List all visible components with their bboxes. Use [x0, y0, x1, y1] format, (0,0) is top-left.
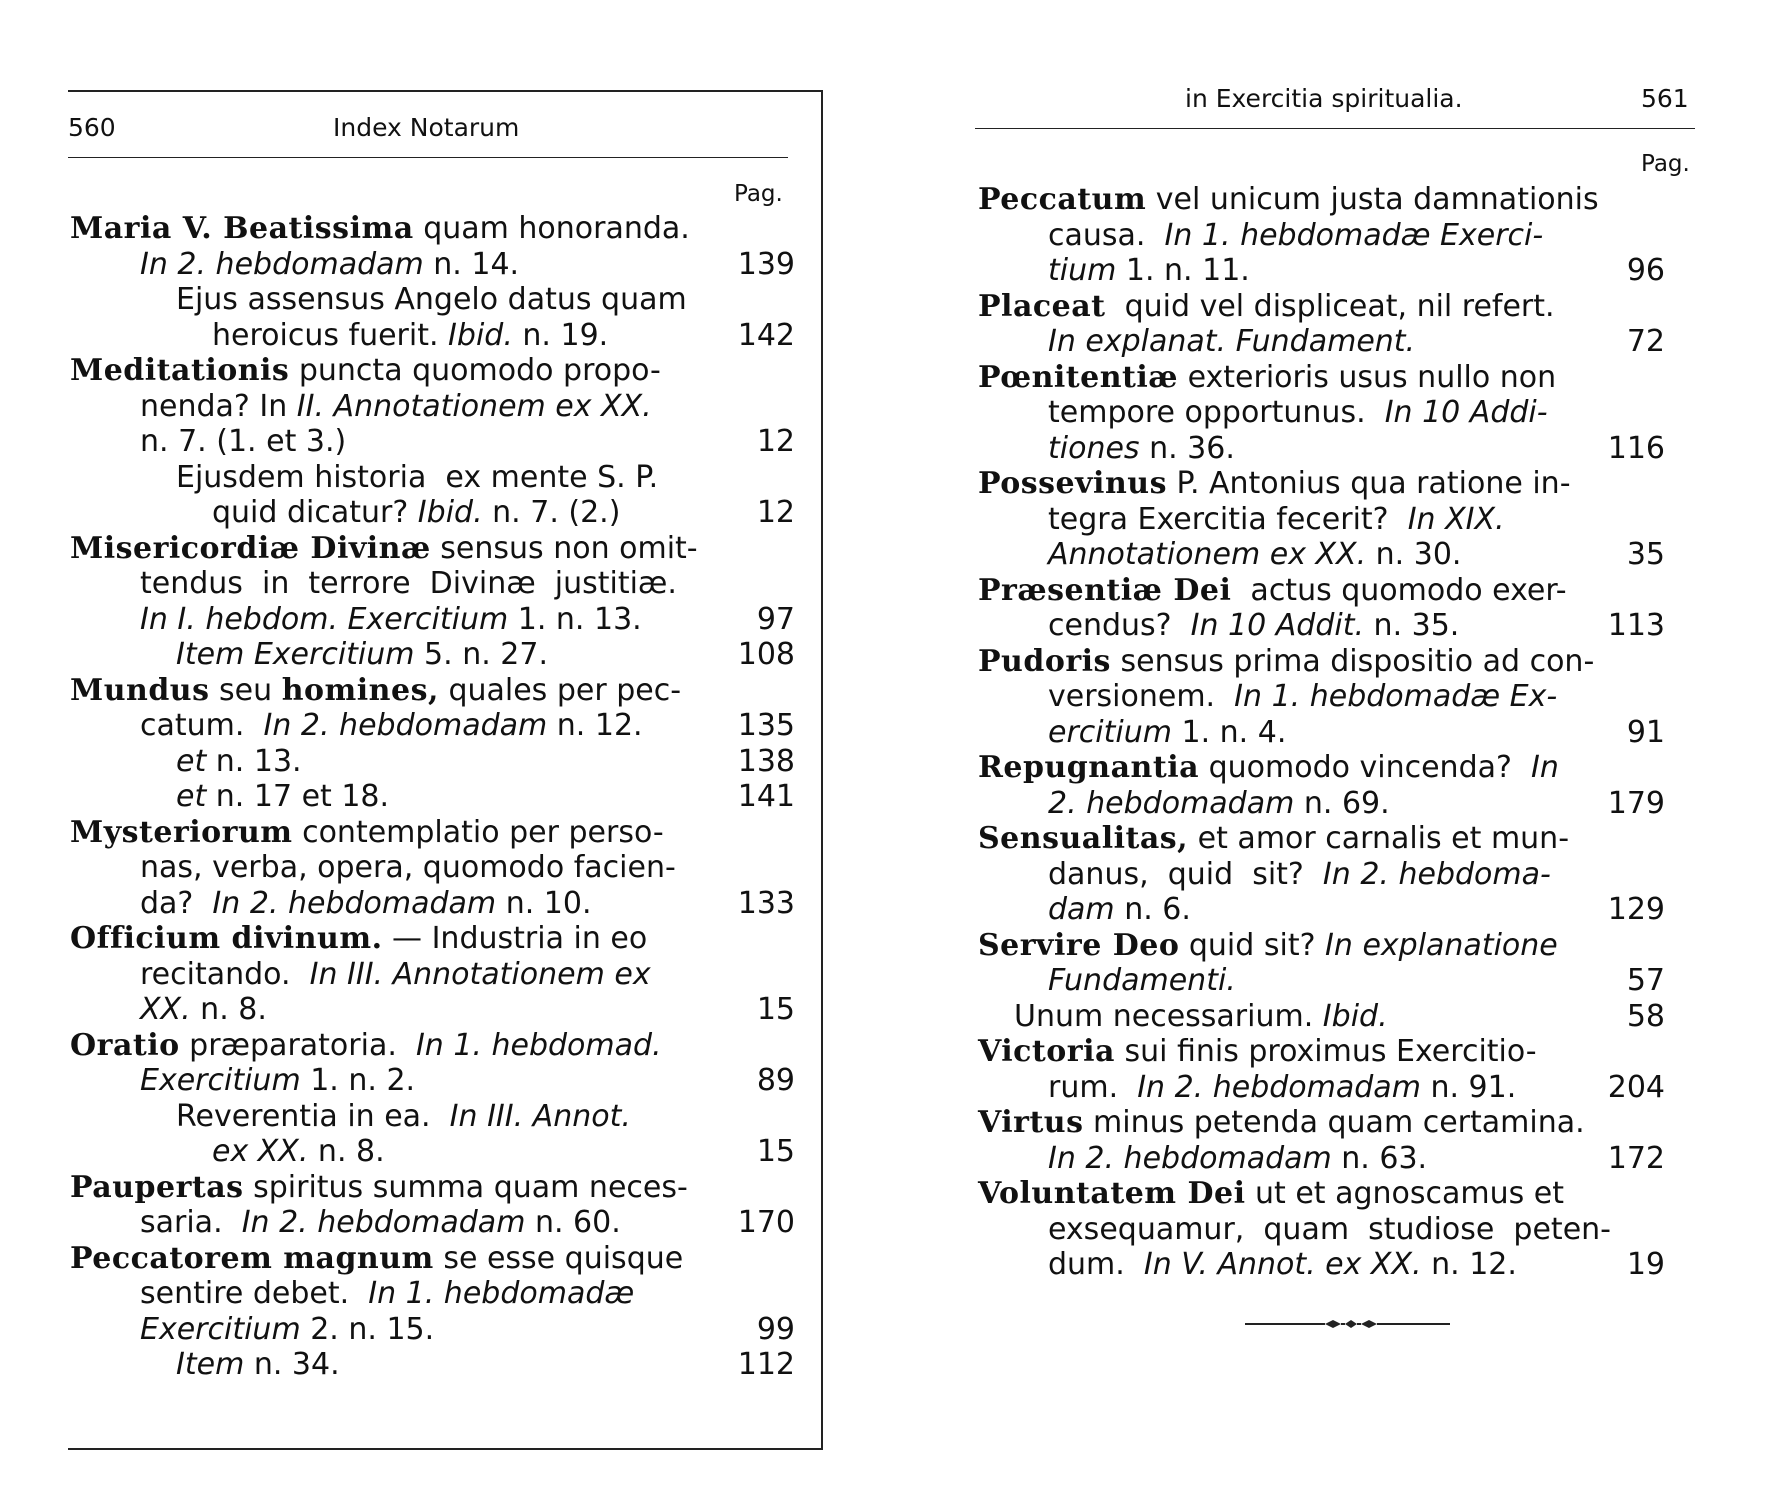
- index-headword: Repugnantia: [978, 750, 1200, 785]
- index-entry-headword-line: [70, 1029, 662, 1063]
- index-headword: Pœnitentiæ: [978, 359, 1179, 395]
- index-text: nas, verba, opera, quomodo facien-: [140, 850, 676, 885]
- index-reference: Exercitium: [140, 1311, 301, 1347]
- index-entry-line: [176, 780, 389, 814]
- index-text: cendus?: [1048, 608, 1191, 643]
- index-text: Unum necessarium.: [1014, 998, 1323, 1034]
- index-reference: In III. Annotationem ex: [309, 956, 651, 992]
- index-entry-line: [140, 567, 677, 601]
- index-entry-headword-line: [978, 645, 1594, 679]
- index-text: ut et agnoscamus et: [1245, 1176, 1565, 1211]
- index-text: quid dicatur?: [212, 495, 418, 530]
- index-entry-line: [176, 283, 687, 317]
- index-headword: Officium divinum.: [70, 921, 383, 956]
- index-text: sensus prima dispositio ad con-: [1110, 643, 1595, 679]
- index-entry-line: [176, 1348, 340, 1382]
- index-entry-headword-line: [978, 751, 1559, 785]
- index-text: 1. n. 11.: [1116, 253, 1250, 288]
- left-page-number: 560: [68, 113, 116, 142]
- index-text: n. 8.: [190, 992, 267, 1027]
- page-reference-number: 12: [756, 495, 795, 530]
- index-reference: In 10 Addit.: [1190, 608, 1365, 643]
- page-reference-number: 12: [756, 424, 795, 459]
- index-text: quam honoranda.: [413, 211, 690, 246]
- index-text: causa.: [1048, 217, 1165, 253]
- index-headword: Virtus: [978, 1105, 1084, 1140]
- index-headword: homines,: [281, 672, 439, 708]
- index-entry-headword-line: [978, 290, 1555, 324]
- tail-piece-ornament: [1245, 1318, 1450, 1330]
- index-headword: Paupertas: [70, 1169, 244, 1205]
- index-text: exterioris usus nullo non: [1178, 359, 1557, 395]
- page-reference-number: 138: [737, 743, 795, 779]
- page-reference-number: 99: [756, 1311, 795, 1347]
- index-reference: In 2. hebdomadam: [241, 1205, 526, 1240]
- index-entry-line: [140, 603, 642, 637]
- index-text: spiritus summa quam neces-: [243, 1169, 688, 1205]
- index-text: n. 7. (2.): [482, 495, 621, 530]
- index-text: seu: [209, 672, 282, 708]
- index-entry-headword-line: [978, 929, 1558, 963]
- left-vertical-rule: [821, 90, 823, 1450]
- index-entry-line: [1014, 1000, 1388, 1034]
- index-text: sensus non omit-: [430, 530, 698, 566]
- index-entry-line: [1048, 503, 1505, 537]
- index-text: tegra Exercitia fecerit?: [1048, 501, 1408, 537]
- page-reference-number: 15: [756, 992, 795, 1027]
- index-text: n. 7. (1. et 3.): [140, 424, 347, 459]
- index-entry-headword-line: [978, 361, 1556, 395]
- index-reference: XX.: [140, 992, 191, 1027]
- index-entry-line: [1048, 1071, 1516, 1105]
- index-reference: ex XX.: [212, 1134, 309, 1169]
- index-reference: In explanat. Fundament.: [1048, 324, 1416, 359]
- index-headword: Misericordiæ Divinæ: [70, 530, 431, 566]
- index-entry-headword-line: [978, 183, 1599, 217]
- index-text: 1. n. 2.: [300, 1063, 416, 1098]
- left-page: [0, 0, 840, 1500]
- index-entry-line: [140, 390, 652, 424]
- index-entry-line: [1048, 219, 1543, 253]
- index-entry-line: [1048, 858, 1551, 892]
- index-entry-line: [1048, 680, 1557, 714]
- page-reference-number: 139: [737, 246, 795, 282]
- index-entry-line: [1048, 1142, 1427, 1176]
- index-reference: Ibid.: [417, 495, 483, 530]
- index-text: n. 30.: [1366, 537, 1462, 572]
- index-entry-line: [1048, 396, 1548, 430]
- index-text: puncta quomodo propo-: [289, 353, 661, 388]
- index-entry-headword-line: [978, 1106, 1585, 1140]
- index-text: da?: [140, 885, 213, 921]
- index-text: quales per pec-: [438, 672, 682, 708]
- index-text: quomodo vincenda?: [1199, 750, 1531, 785]
- index-entry-headword-line: [70, 532, 698, 566]
- index-entry-line: [1048, 893, 1191, 927]
- index-headword: Voluntatem Dei: [978, 1176, 1246, 1211]
- index-reference: In III. Annot.: [449, 1098, 631, 1134]
- index-reference: In 2. hebdomadam: [263, 708, 548, 743]
- index-headword: Placeat: [978, 288, 1106, 324]
- index-entry-line: [140, 248, 519, 282]
- index-reference: In 2. hebdomadam: [1137, 1069, 1421, 1105]
- index-text: versionem.: [1048, 679, 1235, 714]
- index-reference: In 1. hebdomadæ Exerci-: [1164, 217, 1544, 253]
- index-headword: Maria V. Beatissima: [70, 211, 414, 246]
- index-text: n. 35.: [1364, 608, 1460, 643]
- page-reference-number: 141: [737, 779, 795, 814]
- index-entry-headword-line: [70, 1171, 688, 1205]
- index-text: Ejus assensus Angelo datus quam: [176, 282, 687, 317]
- index-text: P. Antonius qua ratione in-: [1166, 466, 1571, 501]
- index-entry-headword-line: [978, 1177, 1564, 1211]
- left-running-title: Index Notarum: [333, 113, 520, 142]
- index-entry-line: [176, 638, 548, 672]
- index-text: 1. n. 4.: [1171, 714, 1287, 750]
- index-headword: Oratio: [70, 1027, 180, 1063]
- page-reference-number: 204: [1607, 1069, 1665, 1105]
- page-reference-number: 96: [1626, 253, 1665, 288]
- page-reference-number: 108: [737, 637, 795, 672]
- index-text: danus, quid sit?: [1048, 856, 1323, 892]
- page-reference-number: 72: [1626, 324, 1665, 359]
- right-running-title: in Exercitia spiritualia.: [1185, 84, 1463, 113]
- index-entry-line: [176, 461, 658, 495]
- index-text: recitando.: [140, 956, 310, 992]
- index-entry-headword-line: [70, 922, 647, 956]
- index-text: rum.: [1048, 1069, 1138, 1105]
- index-reference: In 1. hebdomadæ: [368, 1276, 635, 1311]
- index-entry-line: [1048, 325, 1415, 359]
- index-entry-line: [140, 887, 592, 921]
- index-text: 2. n. 15.: [300, 1311, 435, 1347]
- index-text: saria.: [140, 1205, 242, 1240]
- index-reference: In 1. hebdomadæ Ex-: [1234, 679, 1558, 714]
- index-entry-line: [140, 1064, 415, 1098]
- right-page-number: 561: [1641, 84, 1689, 113]
- left-bottom-rule: [68, 1448, 823, 1450]
- index-text: præparatoria.: [179, 1027, 416, 1063]
- index-entry-line: [140, 958, 651, 992]
- index-entry-line: [140, 425, 346, 459]
- index-entry-headword-line: [70, 816, 664, 850]
- index-entry-line: [1048, 964, 1236, 998]
- index-text: n. 34.: [244, 1347, 340, 1382]
- index-entry-line: [140, 851, 676, 885]
- index-text: dum.: [1048, 1247, 1144, 1282]
- index-entry-line: [212, 319, 608, 353]
- index-text: actus quomodo exer-: [1231, 572, 1567, 608]
- index-reference: In 10 Addi-: [1384, 395, 1548, 430]
- index-reference: tiones: [1048, 430, 1140, 466]
- index-headword: Pudoris: [978, 643, 1111, 679]
- index-reference: 2. hebdomadam: [1048, 785, 1295, 821]
- page-reference-number: 35: [1626, 537, 1665, 572]
- index-text: n. 12.: [1421, 1247, 1517, 1282]
- index-entry-line: [176, 1100, 631, 1134]
- index-entry-line: [1048, 1248, 1517, 1282]
- index-reference: Fundamenti.: [1048, 963, 1236, 998]
- index-entry-line: [140, 709, 643, 743]
- index-reference: In XIX.: [1407, 501, 1505, 537]
- left-header-rule: [68, 157, 788, 158]
- index-entry-headword-line: [70, 1242, 683, 1276]
- index-text: 1. n. 13.: [508, 601, 642, 637]
- index-entry-line: [212, 496, 620, 530]
- page-reference-number: 91: [1626, 714, 1665, 750]
- index-text: heroicus fuerit.: [212, 317, 449, 353]
- page-reference-number: 142: [737, 317, 795, 353]
- index-text: n. 14.: [423, 246, 520, 282]
- index-headword: Victoria: [978, 1034, 1115, 1069]
- index-entry-line: [140, 1206, 621, 1240]
- right-page: [960, 0, 1700, 1500]
- index-text: minus petenda quam certamina.: [1083, 1105, 1585, 1140]
- index-reference: In: [1531, 750, 1559, 785]
- index-reference: tium: [1048, 253, 1117, 288]
- index-entry-line: [140, 1277, 634, 1311]
- index-entry-headword-line: [70, 354, 661, 388]
- index-entry-line: [1048, 538, 1461, 572]
- index-entry-headword-line: [978, 574, 1567, 608]
- index-entry-headword-line: [978, 1035, 1537, 1069]
- page-reference-number: 133: [737, 885, 795, 921]
- index-reference: Item: [176, 1347, 245, 1382]
- index-text: quid vel displiceat, nil refert.: [1105, 288, 1555, 324]
- right-header-rule: [975, 128, 1695, 129]
- index-reference: Item Exercitium: [176, 637, 415, 672]
- page-reference-number: 116: [1607, 430, 1665, 466]
- page-reference-number: 129: [1607, 892, 1665, 927]
- index-text: se esse quisque: [433, 1240, 684, 1276]
- index-reference: Ibid.: [448, 317, 513, 353]
- index-reference: Ibid.: [1322, 998, 1388, 1034]
- index-entry-line: [1048, 609, 1459, 643]
- index-headword: Sensualitas,: [978, 821, 1189, 856]
- index-entry-line: [140, 993, 267, 1027]
- index-text: tendus in terrore Divinæ justitiæ.: [140, 566, 677, 601]
- page-reference-number: 15: [756, 1134, 795, 1169]
- index-headword: Mundus: [70, 672, 210, 708]
- index-text: 5. n. 27.: [414, 637, 548, 672]
- index-text: vel unicum justa damnationis: [1146, 182, 1599, 217]
- index-headword: Mysteriorum: [70, 814, 293, 850]
- index-reference: II. Annotationem ex XX.: [296, 388, 652, 424]
- index-entry-line: [176, 745, 302, 779]
- index-text: n. 63.: [1331, 1140, 1428, 1176]
- index-text: Ejusdem historia ex mente S. P.: [176, 459, 659, 495]
- index-text: n. 60.: [525, 1205, 621, 1240]
- index-reference: Annotationem ex XX.: [1048, 537, 1367, 572]
- index-text: n. 36.: [1139, 430, 1235, 466]
- index-headword: Possevinus: [978, 466, 1167, 501]
- index-entry-line: [212, 1135, 385, 1169]
- index-entry-line: [140, 1313, 434, 1347]
- index-reference: et: [176, 743, 207, 779]
- index-text: n. 19.: [512, 317, 609, 353]
- index-entry-line: [1048, 254, 1250, 288]
- index-text: n. 12.: [547, 708, 643, 743]
- index-entry-line: [1048, 716, 1286, 750]
- index-text: tempore opportunus.: [1048, 395, 1385, 430]
- index-text: — Industria in eo: [382, 921, 648, 956]
- page-reference-number: 113: [1607, 608, 1665, 643]
- index-text: sui finis proximus Exercitio-: [1114, 1034, 1537, 1069]
- index-headword: Præsentiæ Dei: [978, 572, 1232, 608]
- index-headword: Meditationis: [70, 353, 290, 388]
- index-reference: In 2. hebdomadam: [140, 246, 424, 282]
- index-text: n. 69.: [1294, 785, 1390, 821]
- index-headword: Peccatorem magnum: [70, 1240, 434, 1276]
- page-reference-number: 97: [756, 601, 795, 637]
- index-reference: In explanatione: [1325, 927, 1558, 963]
- page-reference-number: 58: [1626, 998, 1665, 1034]
- index-reference: In I. hebdom. Exercitium: [140, 601, 509, 637]
- left-pag-label: Pag.: [734, 181, 783, 207]
- index-text: n. 91.: [1420, 1069, 1517, 1105]
- page-reference-number: 179: [1607, 785, 1665, 821]
- index-entry-headword-line: [978, 467, 1571, 501]
- index-reference: ercitium: [1048, 714, 1172, 750]
- index-entry-headword-line: [70, 674, 681, 708]
- index-text: Reverentia in ea.: [176, 1098, 450, 1134]
- page-reference-number: 172: [1607, 1140, 1665, 1176]
- index-text: quid sit?: [1179, 927, 1326, 963]
- index-text: sentire debet.: [140, 1276, 369, 1311]
- index-entry-headword-line: [70, 212, 690, 246]
- index-reference: In V. Annot. ex XX.: [1143, 1247, 1422, 1282]
- index-reference: Exercitium: [140, 1063, 301, 1098]
- index-text: n. 10.: [496, 885, 592, 921]
- index-reference: et: [176, 779, 207, 814]
- index-text: n. 13.: [206, 743, 302, 779]
- index-entry-line: [1048, 432, 1235, 466]
- index-headword: Servire Deo: [978, 927, 1180, 963]
- index-text: catum.: [140, 708, 264, 743]
- index-text: n. 17 et 18.: [206, 779, 390, 814]
- page-reference-number: 19: [1626, 1247, 1665, 1282]
- page-reference-number: 135: [737, 708, 795, 743]
- right-pag-label: Pag.: [1641, 151, 1690, 177]
- index-entry-line: [1048, 1213, 1611, 1247]
- page-reference-number: 170: [737, 1205, 795, 1240]
- index-reference: In 1. hebdomad.: [415, 1027, 662, 1063]
- index-text: exsequamur, quam studiose peten-: [1048, 1211, 1611, 1247]
- index-entry-headword-line: [978, 822, 1569, 856]
- index-text: et amor carnalis et mun-: [1188, 821, 1570, 856]
- index-text: n. 6.: [1114, 892, 1191, 927]
- index-reference: dam: [1048, 892, 1115, 927]
- index-headword: Peccatum: [978, 182, 1147, 217]
- index-reference: In 2. hebdomadam: [212, 885, 497, 921]
- page-reference-number: 112: [737, 1347, 795, 1382]
- left-top-rule: [68, 90, 823, 92]
- page-reference-number: 57: [1626, 963, 1665, 998]
- page-reference-number: 89: [756, 1063, 795, 1098]
- index-text: nenda? In: [140, 388, 297, 424]
- index-reference: In 2. hebdoma-: [1322, 856, 1551, 892]
- index-text: contemplatio per perso-: [292, 814, 664, 850]
- index-text: n. 8.: [308, 1134, 385, 1169]
- index-entry-line: [1048, 787, 1390, 821]
- index-reference: In 2. hebdomadam: [1048, 1140, 1332, 1176]
